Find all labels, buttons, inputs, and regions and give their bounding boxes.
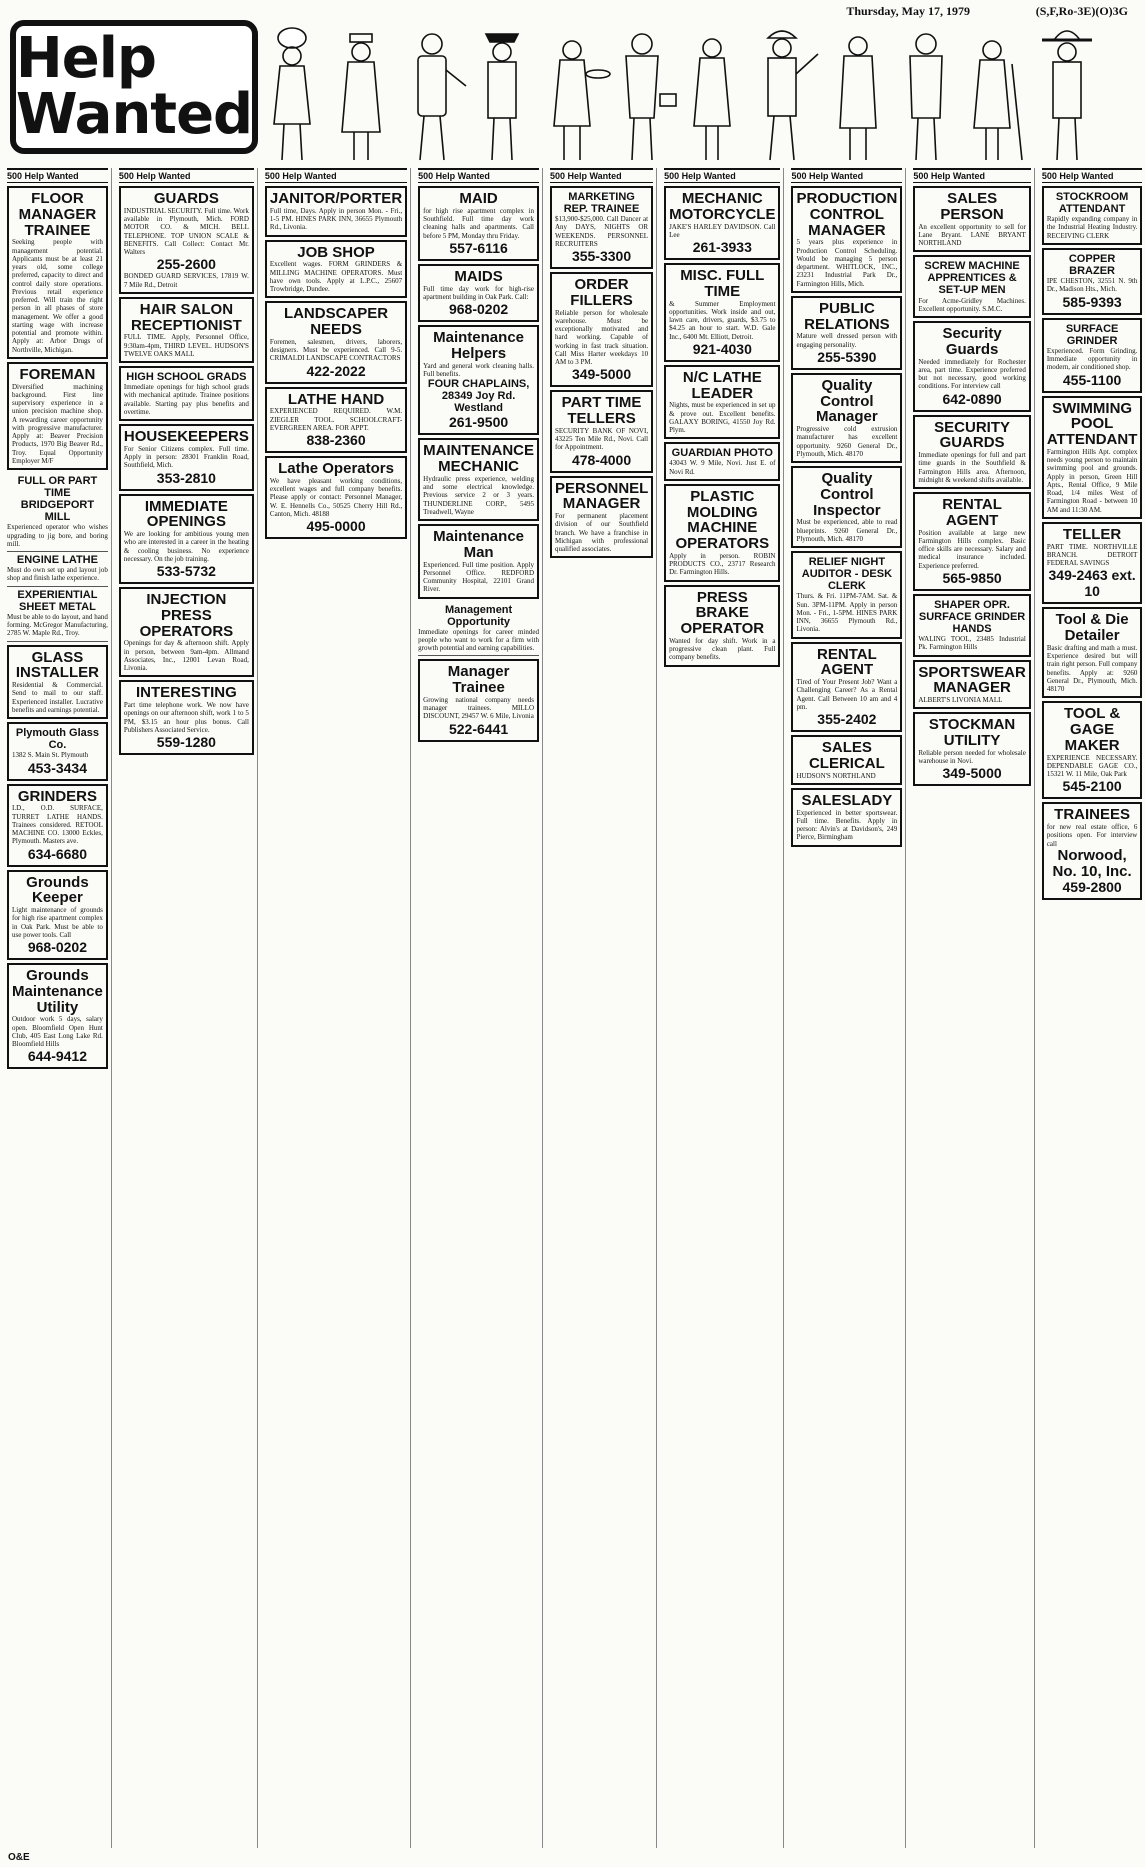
ad-headline: SALES PERSON [940, 190, 1004, 223]
ad-phone: 495-0000 [306, 518, 366, 534]
ad-phone: 585-9393 [1062, 293, 1122, 310]
ad-listing [7, 186, 108, 359]
ad-phone: 557-6116 [449, 239, 508, 256]
ad-headline: FLOOR MANAGER TRAINEE [18, 190, 97, 239]
ad-text: Mature well dressed person with engaging personality. [796, 332, 898, 349]
ad-headline: Manager Trainee [447, 663, 510, 697]
ad-listing [664, 263, 780, 362]
ad-listing [791, 373, 902, 463]
ad-text: Needed immediately for Rochester area, part time. Experience preferred but not necessary, good working conditions. For interview call [918, 357, 1026, 391]
ad-headline: Maintenance Man [433, 528, 524, 561]
ad-headline: MAID [459, 190, 498, 207]
ad-phone: 349-5000 [942, 765, 1002, 782]
section-heading: 500 Help Wanted [119, 168, 254, 183]
ad-headline: PERSONNEL MANAGER [555, 479, 649, 513]
ad-phone: 261-3933 [692, 239, 752, 255]
ad-headline: SCREW MACHINE APPRENTICES & SET-UP MEN [924, 260, 1020, 297]
column-9 [1039, 168, 1145, 1848]
ad-text: Experienced operator who wishes upgrading to jig bore, and boring mill. [7, 523, 108, 548]
ad-listing [664, 585, 780, 667]
column-2 [116, 168, 258, 1848]
ad-headline: SURFACE GRINDER [1065, 322, 1119, 347]
ad-listing [119, 680, 254, 755]
figure-cowboy [1042, 31, 1092, 160]
section-heading: 500 Help Wanted [664, 168, 780, 183]
ad-text: Experienced. Full time position. Apply Personnel Office. REDFORD Community Hospital, 22101 Grand River. [423, 560, 534, 594]
ad-listing [7, 722, 108, 780]
ad-headline: GUARDS [153, 190, 219, 207]
ad-text: for new real estate office, 6 positions open. For interview call [1046, 823, 1138, 848]
figure-construction-worker [768, 31, 818, 160]
ad-text: Diversified machining background. First line supervisory experience in a union precision machine shop. A rewarding career opportunity with progressive manufacturer. Apply at: Beaver Precision Products, 1970 Big Beaver Rd., Troy. Equal Opportunity Employer M/F [12, 382, 103, 465]
figure-mechanic [418, 34, 466, 160]
masthead-logo: Help Wanted [10, 20, 258, 154]
ad-listing [913, 186, 1031, 252]
ad-text: SECURITY BANK OF NOVI, 43225 Ten Mile Rd., Novi. Call for Appointment. [555, 426, 649, 452]
ad-text: EXPERIENCE NECESSARY. DEPENDABLE GAGE CO., 15321 W. 11 Mile, Oak Park [1046, 753, 1138, 779]
ad-text: EXPERIENCED REQUIRED. W.M. ZIEGLER TOOL. SCHOOLCRAFT-EVERGREEN AREA. FOR APPT. [269, 407, 403, 432]
ad-phone: 459-2800 [1062, 879, 1122, 896]
ad-listing [7, 784, 108, 867]
ad-phone: 355-3300 [571, 248, 632, 265]
ad-headline: LATHE HAND [287, 390, 385, 408]
ad-phone: 634-6680 [27, 845, 88, 862]
ad-headline: TRAINEES [1054, 806, 1131, 824]
ad-phone: 478-4000 [571, 451, 632, 468]
ad-phone: 349-5000 [571, 366, 632, 383]
ad-text: Immediate openings for high school grads with mechanical aptitude. Trainee positions available. Starting pay plus benefits and overtime. [123, 383, 249, 416]
ad-text: Experienced in better sportswear. Full time. Benefits. Apply in person: Alvin's at Davidson's, 249 Pierce, Birmingham [796, 808, 898, 842]
ad-phone: 522-6441 [448, 720, 509, 737]
ad-headline: Grounds Maintenance Utility [12, 967, 103, 1016]
ad-text: Position available at large new Farmington Hills complex. Basic office skills are necessary. Salary and medical insurance included. Experience preferred. [918, 528, 1026, 570]
ad-listing [550, 186, 653, 269]
ad-text: I.D., O.D. SURFACE, TURRET LATHE HANDS. Trainees considered. RETOOL MACHINE CO. 13000 Eckles, Plymouth. Masters ave. [12, 804, 103, 846]
figure-salesman [910, 34, 942, 160]
ad-listing [1042, 802, 1143, 900]
column-5 [547, 168, 657, 1848]
ad-phone: 261-9500 [448, 414, 509, 431]
ad-listing [418, 659, 539, 741]
ad-listing [418, 438, 539, 521]
ad-phone: 921-4030 [692, 340, 752, 357]
ad-text: Residential & Commercial. Send to mail to our staff. Experienced installer. Lucrative benefits and earnings potential. [12, 681, 103, 714]
section-heading: 500 Help Wanted [550, 168, 653, 183]
ad-headline: TELLER [1062, 525, 1122, 543]
ad-text: An excellent opportunity to sell for Lane Bryant. LANE BRYANT NORTHLAND [918, 222, 1026, 247]
ad-listing [791, 551, 902, 639]
ad-phone: 644-9412 [27, 1048, 88, 1065]
ad-listing [265, 301, 407, 383]
ad-phone: 422-2022 [306, 362, 366, 379]
ad-headline: GLASS INSTALLER [15, 648, 99, 682]
ad-headline: MAINTENANCE MECHANIC [423, 442, 534, 476]
ad-text: WALING TOOL, 23485 Industrial Pk. Farmington Hills [918, 635, 1026, 652]
section-heading: 500 Help Wanted [418, 168, 539, 183]
ad-text: 5 years plus experience in Production Control Scheduling. Would be managing 5 person department. WHITLOCK, INC., 23231 Industrial Park Dr., Farmington Hills, Mich. [796, 238, 898, 288]
figure-businessman [626, 34, 676, 160]
ad-phone: 565-9850 [942, 569, 1002, 586]
ad-text: Wanted for day shift. Work in a progressive clean plant. Full company benefits. [669, 636, 776, 662]
ad-headline: FOREMAN [19, 365, 96, 383]
ad-headline: SHAPER OPR. SURFACE GRINDER HANDS [918, 598, 1026, 635]
ad-phone: 968-0202 [27, 939, 88, 956]
ad-headline: INTERESTING [135, 684, 237, 702]
ad-headline: STOCKROOM ATTENDANT [1055, 191, 1129, 216]
section-heading: 500 Help Wanted [1042, 168, 1143, 183]
ad-text: Apply in person. ROBIN PRODUCTS CO., 23717 Research Dr. Farmington Hills. [669, 551, 776, 577]
ad-phone: 545-2100 [1062, 778, 1122, 795]
ad-headline: ORDER FILLERS [570, 276, 633, 309]
ad-headline: PLASTIC MOLDING MACHINE OPERATORS [675, 487, 770, 553]
column-1 [4, 168, 112, 1848]
ad-extra: BONDED GUARD SERVICES, 17819 W. 7 Mile Rd., Detroit [123, 272, 249, 289]
ad-headline: HOUSEKEEPERS [123, 428, 249, 446]
ad-headline: MARKETING REP. TRAINEE [563, 191, 640, 216]
ad-phone: 453-3434 [27, 759, 88, 776]
ad-text: Seeking people with management potential. Applicants must be at least 21 years old, some college preferred, capacity to direct and control daily store operations. Previous retail experience preferred. Will train the right person in all phases of store management. We offer a good starting wage with increase potential and promote within. Apply at: Arbor Drugs of Northville, Michigan. [12, 238, 103, 354]
ad-listing [418, 264, 539, 322]
ad-listing [791, 296, 902, 370]
ad-text: Foremen, salesmen, drivers, laborers, designers. Must be experienced. Call 9-5. CRIMALDI LANDSCAPE CONTRACTORS [269, 337, 403, 363]
section-heading: 500 Help Wanted [265, 168, 407, 183]
edition-code: (S,F,Ro-3E)(O)3G [1035, 4, 1128, 18]
ad-text: Reliable person for wholesale warehouse. Must be exceptionally motivated and hard working. Capable of working in fast track situation. Call Miss Harter weekdays 10 AM to 3 PM. [555, 308, 649, 367]
ad-text: JAKE'S HARLEY DAVIDSON. Call Lee [669, 222, 776, 239]
ad-listing [265, 456, 407, 539]
ad-text: Experienced. Form Grinding. Immediate opportunity in modern, air conditioned shop. [1046, 346, 1138, 372]
ad-listing [119, 494, 254, 585]
ad-listing [119, 424, 254, 491]
ad-listing [7, 473, 108, 552]
ad-phone: 455-1100 [1062, 371, 1122, 388]
ad-text: Rapidly expanding company in the Industrial Heating Industry. RECEIVING CLERK [1046, 215, 1138, 240]
ad-headline: RENTAL AGENT [942, 496, 1002, 529]
ad-listing [913, 712, 1031, 786]
ad-text: HUDSON'S NORTHLAND [796, 771, 876, 780]
ad-text: Part time telephone work. We now have openings on our afternoon shift, work 1 to 5 PM, $3.15 an hour plus bonus. Call Publishers Associated Service. [123, 701, 249, 734]
ad-headline: STOCKMAN UTILITY [928, 716, 1016, 750]
ad-listing [265, 186, 407, 237]
ad-headline: TOOL & GAGE MAKER [1064, 705, 1121, 754]
ad-phone: 838-2360 [306, 432, 366, 448]
ad-phone: 968-0202 [448, 301, 509, 317]
ad-headline: Security Guards [942, 325, 1002, 358]
section-heading: 500 Help Wanted [7, 168, 108, 183]
ad-listing [1042, 522, 1143, 605]
ad-listing [791, 788, 902, 847]
ad-headline: ENGINE LATHE [16, 554, 98, 567]
ad-listing [913, 415, 1031, 490]
ad-headline: RELIEF NIGHT AUDITOR - DESK CLERK [801, 556, 893, 593]
ad-listing [1042, 186, 1143, 245]
ad-headline: PRODUCTION CONTROL MANAGER [796, 190, 898, 239]
column-4 [415, 168, 543, 1848]
classified-columns [0, 168, 1140, 1848]
ad-headline: PART TIME TELLERS [561, 394, 642, 428]
ad-listing [418, 186, 539, 261]
ad-headline: Quality Control Inspector [813, 470, 881, 519]
ad-text: ALBERT'S LIVONIA MALL [918, 696, 1003, 705]
ad-headline: MAIDS [454, 267, 503, 285]
ad-text: Immediate openings for full and part time guards in the Southfield & Farmington Hills area. Afternoon, midnight & weekend shifts available. [918, 451, 1026, 484]
ad-text: For Acme-Gridley Machines. Excellent opportunity. S.M.C. [918, 296, 1026, 313]
ad-listing [1042, 396, 1143, 519]
ad-listing [119, 366, 254, 421]
ad-text: Farmington Hills Apt. complex needs young person to maintain swimming pool and grounds. Apply in person, Green Hill Apts., Rental Office, 9 Mile Road, 1/4 miles West of Farmington Road - between 10 AM and 11:30 AM. [1046, 447, 1138, 514]
ad-text: IPE CHESTON, 32551 N. 9th Dr., Madison Hts., Mich. [1046, 277, 1138, 294]
ad-text: We have pleasant working conditions, excellent wages and full company benefits. Please apply or contact: Personnel Manager, W. E. Hennells Co., 50525 Cherry Hill Rd., Canton, Mich. 48188 [269, 476, 403, 518]
ad-headline: COPPER BRAZER [1068, 252, 1116, 278]
ad-text: Yard and general work cleaning halls. Full benefits. [423, 361, 534, 378]
ad-listing [664, 484, 780, 582]
ad-listing [265, 240, 407, 299]
ad-headline: JANITOR/PORTER [269, 190, 403, 207]
figure-chef [274, 28, 310, 160]
ad-listing [1042, 607, 1143, 698]
ad-listing [791, 642, 902, 733]
ad-headline: LANDSCAPER NEEDS [283, 305, 389, 338]
ad-phone: 642-0890 [942, 390, 1002, 407]
ad-text: We are looking for ambitious young men who are interested in a career in the heating & cooling business. No experience necessary. On the job training. [123, 530, 249, 563]
ad-headline: SALES CLERICAL [808, 739, 885, 772]
ad-listing [664, 186, 780, 260]
column-7 [788, 168, 906, 1848]
ad-listing [7, 587, 108, 642]
figure-waitress [554, 41, 610, 160]
ad-text: Full time day work for high-rise apartment building in Oak Park. Call: [423, 284, 534, 301]
ad-text: FULL TIME. Apply, Personnel Office, 9:30am-4pm, THIRD LEVEL. HUDSON'S TWELVE OAKS MALL [123, 333, 249, 358]
ad-text: Must do own set up and layout job shop and finish lathe experience. [7, 566, 108, 583]
ad-headline: SECURITY GUARDS [934, 418, 1010, 452]
ad-listing [418, 602, 539, 657]
ad-listing [119, 297, 254, 363]
ad-phone: 355-2402 [817, 711, 877, 728]
page-footer-mark: O&E [8, 1852, 30, 1863]
ad-text: Basic drafting and math a must. Experience desired but will train right person. Full company benefits. Apply at: 9260 General Dr., Plymouth, Mich. 48170 [1046, 643, 1138, 694]
ad-listing [418, 325, 539, 435]
ad-headline: HAIR SALON RECEPTIONIST [130, 300, 242, 334]
ad-listing [913, 255, 1031, 318]
section-heading: 500 Help Wanted [791, 168, 902, 183]
column-3 [262, 168, 411, 1848]
figure-doctor [840, 37, 876, 160]
ad-listing [7, 362, 108, 470]
ad-headline: JOB SHOP [297, 243, 375, 261]
ad-listing [791, 466, 902, 548]
ad-listing [550, 476, 653, 559]
ad-listing [550, 390, 653, 472]
ad-text: Light maintenance of grounds for high rise apartment complex in Oak Park. Must be able to use power tools. Call [12, 906, 103, 939]
ad-text: & Summer Employment opportunities. Work inside and out, lawn care, drivers, guards, $3.75 to $4.25 an hour to start. W.D. Gale Inc., 6400 Mt. Elliott, Detroit. [669, 299, 776, 341]
ad-headline: FULL OR PART TIME BRIDGEPORT MILL [17, 475, 98, 524]
figure-secretary [694, 39, 730, 160]
ad-text: Nights, must be experienced in set up & prove out. Excellent benefits. GALAXY BORING, 41550 Joy Rd. Plym. [669, 401, 776, 434]
workers-illustration [262, 14, 1132, 162]
ad-headline: EXPERIENTIAL SHEET METAL [17, 588, 98, 613]
ad-listing [7, 552, 108, 587]
ad-headline: INJECTION PRESS OPERATORS [139, 591, 234, 640]
ad-listing [7, 870, 108, 961]
ad-listing [913, 594, 1031, 657]
ad-listing [550, 272, 653, 387]
ad-headline: SALESLADY [801, 791, 893, 809]
figure-guard [486, 34, 518, 160]
ad-listing [119, 587, 254, 677]
ad-headline: N/C LATHE LEADER [682, 368, 762, 402]
figure-nurse [342, 34, 380, 160]
ad-listing [1042, 318, 1143, 393]
ad-text: Reliable person needed for wholesale warehouse in Novi. [918, 748, 1026, 766]
ad-text: PART TIME. NORTHVILLE BRANCH. DETROIT FEDERAL SAVINGS [1046, 542, 1138, 568]
ad-text: Immediate openings for career minded people who want to work for a firm with growth potential and earning capabilities. [418, 627, 539, 653]
ad-listing [913, 492, 1031, 591]
ad-listing [1042, 701, 1143, 799]
ad-headline: RENTAL AGENT [817, 645, 877, 679]
ad-text: Outdoor work 5 days, salary open. Bloomfield Open Hunt Club, 405 East Long Lake Rd. Bloomfield Hills [12, 1015, 103, 1049]
ad-extra: Norwood, No. 10, Inc. [1052, 846, 1132, 880]
ad-listing [791, 735, 902, 785]
ad-phone: 255-2600 [156, 256, 216, 273]
ad-listing [664, 442, 780, 481]
ad-text: For permanent placement division of our Southfield branch. We have a franchise in Michigan with professional qualified associates. [555, 512, 649, 554]
ad-text: For Senior Citizens complex. Full time. Apply in person: 28301 Franklin Road, Southfield, Mich. [123, 444, 249, 470]
ad-phone: 559-1280 [156, 734, 216, 751]
ad-headline: Tool & Die Detailer [1055, 611, 1129, 645]
ad-phone: 533-5732 [156, 563, 216, 580]
page-header [0, 0, 1140, 172]
ad-headline: HIGH SCHOOL GRADS [126, 371, 247, 383]
ad-headline: PUBLIC RELATIONS [804, 299, 890, 333]
ad-headline: IMMEDIATE OPENINGS [144, 497, 228, 531]
ad-headline: Quality Control Manager [816, 376, 878, 426]
ad-listing [1042, 248, 1143, 315]
ad-text: Full time, Days. Apply in person Mon. - Fri., 1-5 PM. HINES PARK INN, 36655 Plymouth Rd., Livonia. [269, 206, 403, 232]
ad-listing [7, 645, 108, 720]
ad-listing [664, 365, 780, 440]
ad-text: Excellent wages. FORM GRINDERS & MILLING MACHINE OPERATORS. Must have own tools. Apply at L.P.C., 25607 Trowbridge, Dundee. [269, 260, 403, 293]
ad-headline: Lathe Operators [278, 460, 394, 477]
ad-text: for high rise apartment complex in Southfield. Full time day work cleaning halls and apartments. Call before 5 PM, Monday thru Friday. [423, 206, 534, 240]
ad-headline: Management Opportunity [444, 603, 513, 628]
ad-text: Openings for day & afternoon shift. Apply in person, between 9am-4pm. Allmand Associates, Inc., 12001 Levan Road, Livonia. [123, 639, 249, 673]
ad-text: INDUSTRIAL SECURITY. Full time. Work available in Plymouth, Mich. FORD MOTOR CO. & MICH. BELL TELEPHONE. TOP UNION SCALE & BENEFITS. Call Collect: Contact Mr. Walters [123, 206, 249, 256]
ad-phone: 349-2463 ext. 10 [1048, 567, 1136, 600]
issue-date: Thursday, May 17, 1979 [846, 4, 970, 18]
ad-text: Hydraulic press experience, welding and some electrical knowledge. Previous service 2 or 3 years. THUNDERLINE CORP., 5495 Treadwell, Wayne [423, 474, 534, 516]
ad-headline: GUARDIAN PHOTO [671, 447, 773, 460]
ad-text: Growing national company needs manager trainees. MILLO DISCOUNT, 29457 W. 6 Mile, Livonia [423, 695, 534, 721]
ad-headline: SPORTSWEAR MANAGER [918, 663, 1026, 697]
figure-housekeeper [974, 41, 1022, 160]
ad-headline: PRESS BRAKE OPERATOR [680, 588, 765, 638]
ad-listing [119, 186, 254, 294]
column-8 [910, 168, 1035, 1848]
ad-listing [791, 186, 902, 293]
section-heading: 500 Help Wanted [913, 168, 1031, 183]
ad-text: Thurs. & Fri. 11PM-7AM. Sat. & Sun. 3PM-11PM. Apply in person Mon. - Fri., 1-5PM. HINES PARK INN, 36655 Plymouth Rd., Livonia. [796, 592, 898, 634]
ad-headline: SWIMMING POOL ATTENDANT [1046, 399, 1138, 449]
ad-extra: FOUR CHAPLAINS, 28349 Joy Rd. Westland [427, 378, 530, 415]
ad-phone: 353-2810 [156, 469, 216, 486]
ad-text: 43043 W. 9 Mile, Novi. Just E. of Novi Rd. [669, 459, 776, 476]
ad-text: Tired of Your Present Job? Want a Challenging Career? As a Rental Agent. Call Between 10 am and 4 pm. [796, 678, 898, 711]
ad-text: Progressive cold extrusion manufacturer has excellent opportunity. 9260 General Dr., Plymouth, Mich. 48170 [796, 425, 898, 458]
column-6 [661, 168, 784, 1848]
ad-headline: MISC. FULL TIME [680, 267, 765, 300]
ad-headline: MECHANIC MOTORCYCLE [669, 190, 776, 223]
ad-headline: Maintenance Helpers [433, 329, 524, 362]
ad-text: $13,900-$25,000. Call Dancer at Any DAYS, NIGHTS OR WEEKENDS. PERSONNEL RECRUITERS [555, 215, 649, 248]
ad-text: Must be experienced, able to read blueprints. 9260 General Dr., Plymouth, Mich. 48170 [796, 518, 898, 543]
ad-headline: Plymouth Glass Co. [15, 727, 99, 752]
ad-listing [913, 321, 1031, 412]
ad-listing [7, 963, 108, 1069]
ad-listing [265, 387, 407, 454]
ad-headline: GRINDERS [17, 787, 98, 805]
ad-text: Must be able to do layout, and hand forming. McGregor Manufacturing, 2785 W. Maple Rd., Troy. [7, 612, 108, 638]
ad-headline: Grounds Keeper [26, 873, 89, 907]
ad-text: 1382 S. Main St. Plymouth [12, 751, 89, 760]
ad-phone: 255-5390 [817, 348, 877, 365]
ad-listing [418, 524, 539, 599]
ad-listing [913, 660, 1031, 710]
